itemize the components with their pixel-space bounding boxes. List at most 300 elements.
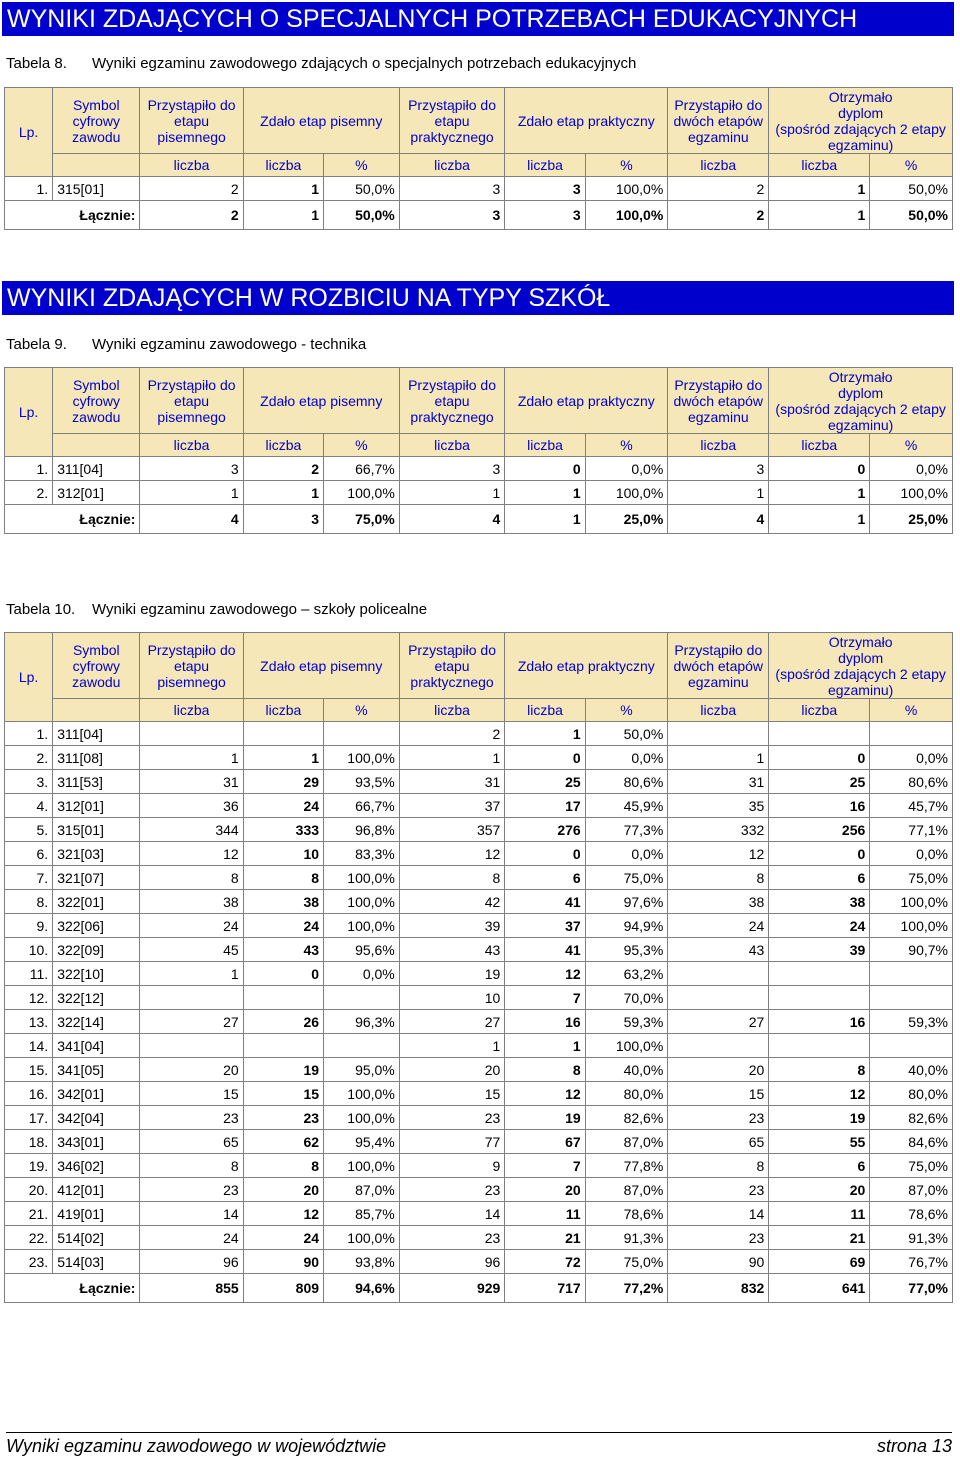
table-cell: 514[02] [53,1226,140,1250]
table-cell: 3 [668,457,769,481]
header-przystapilo-praktyczny: Przystąpiło do etapu praktycznego [399,368,505,434]
table-cell: 11. [5,962,53,986]
subheader-liczba: liczba [505,434,585,457]
table-cell: 321[07] [53,866,140,890]
table-cell: 19. [5,1154,53,1178]
table-cell: 333 [243,818,323,842]
subheader-liczba: liczba [769,699,870,722]
table-cell: 412[01] [53,1178,140,1202]
header-dyplom-note: (spośród zdających 2 etapy egzaminu) [775,400,946,433]
table-title: Wyniki egzaminu zawodowego - technika [92,336,367,353]
header-przystapilo-dwa-etapy: Przystąpiło do dwóch etapów egzaminu [668,368,769,434]
table-cell: 8 [505,1058,585,1082]
table-cell: 78,6% [585,1202,668,1226]
table-cell: 12. [5,986,53,1010]
table-cell: 25 [505,770,585,794]
table-cell: 321[03] [53,842,140,866]
total-cell: 1 [769,201,870,230]
total-label: Łącznie: [5,1274,140,1303]
table-cell: 1 [505,481,585,505]
subheader-percent: % [585,434,668,457]
table-cell: 7. [5,866,53,890]
table-cell: 514[03] [53,1250,140,1274]
table-cell: 66,7% [324,794,400,818]
table-cell: 10 [243,842,323,866]
table-row [5,866,953,890]
table-cell: 0,0% [870,842,953,866]
table-cell: 1 [243,481,323,505]
table-cell: 311[08] [53,746,140,770]
header-przystapilo-praktyczny: Przystąpiło do etapu praktycznego [399,633,505,699]
header-lp: Lp. [5,368,53,457]
table-cell: 256 [769,818,870,842]
subheader-percent: % [324,699,400,722]
table-cell: 45,9% [585,794,668,818]
table-cell: 31 [399,770,505,794]
table-number: Tabela 10. [6,601,76,618]
header-zdalo-pisemny: Zdało etap pisemny [243,368,399,434]
table-row [5,1226,953,1250]
total-cell: 4 [668,505,769,534]
subheader-liczba: liczba [505,154,585,177]
table-cell: 1 [668,481,769,505]
table-cell: 38 [668,890,769,914]
table-cell: 23 [140,1106,243,1130]
total-label: Łącznie: [5,505,140,534]
table-cell: 311[53] [53,770,140,794]
table-cell: 31 [668,770,769,794]
table-cell: 23 [399,1106,505,1130]
table-cell: 75,0% [585,866,668,890]
table-cell: 17. [5,1106,53,1130]
table-row [5,938,953,962]
table-cell: 83,3% [324,842,400,866]
table-cell: 96,8% [324,818,400,842]
total-cell: 1 [243,201,323,230]
table-cell [243,722,323,746]
table-cell: 10. [5,938,53,962]
header-otrzymalo-dyplom [769,88,953,154]
table-cell: 312[01] [53,794,140,818]
table-cell: 41 [505,890,585,914]
table-cell [324,986,400,1010]
table-cell: 3 [505,177,585,201]
subheader-empty [53,154,140,177]
header-lp: Lp. [5,88,53,177]
table-cell: 65 [140,1130,243,1154]
table-cell: 100,0% [870,890,953,914]
table-cell: 0 [505,746,585,770]
table-cell: 67 [505,1130,585,1154]
table-cell: 9. [5,914,53,938]
table-cell: 6 [769,866,870,890]
table-cell: 341[04] [53,1034,140,1058]
subheader-liczba: liczba [505,699,585,722]
table-cell: 19 [399,962,505,986]
total-cell: 832 [668,1274,769,1303]
table-cell: 59,3% [585,1010,668,1034]
table-cell: 14 [668,1202,769,1226]
total-cell: 3 [505,201,585,230]
total-cell: 94,6% [324,1274,400,1303]
header-przystapilo-pisemny: Przystąpiło do etapu pisemnego [140,633,243,699]
table-cell: 12 [243,1202,323,1226]
table-cell: 50,0% [870,177,953,201]
header-przystapilo-pisemny: Przystąpiło do etapu pisemnego [140,88,243,154]
table-cell: 322[12] [53,986,140,1010]
subheader-percent: % [324,154,400,177]
table-cell: 18. [5,1130,53,1154]
table-cell: 11 [505,1202,585,1226]
table-caption [6,601,427,618]
table-cell: 12 [140,842,243,866]
total-cell: 3 [243,505,323,534]
results-table-technika [4,367,953,534]
table-cell: 24 [769,914,870,938]
table-row [5,746,953,770]
table-cell: 90 [243,1250,323,1274]
header-przystapilo-praktyczny: Przystąpiło do etapu praktycznego [399,88,505,154]
table-cell: 0 [505,457,585,481]
table-cell: 37 [505,914,585,938]
table-cell: 0,0% [870,746,953,770]
table-cell [140,986,243,1010]
table-cell [769,722,870,746]
subheader-liczba: liczba [399,699,505,722]
table-cell: 15 [140,1082,243,1106]
total-cell: 4 [140,505,243,534]
header-symbol: Symbol cyfrowy zawodu [53,633,140,699]
table-cell [140,722,243,746]
table-cell: 25 [769,770,870,794]
table-cell: 1 [140,481,243,505]
table-cell: 6. [5,842,53,866]
table-cell: 84,6% [870,1130,953,1154]
table-cell: 50,0% [324,177,400,201]
table-cell: 311[04] [53,457,140,481]
table-cell: 322[14] [53,1010,140,1034]
table-cell: 8. [5,890,53,914]
table-cell: 69 [769,1250,870,1274]
table-cell: 26 [243,1010,323,1034]
subheader-percent: % [585,699,668,722]
table-cell: 332 [668,818,769,842]
table-cell: 8 [769,1058,870,1082]
table-cell: 2. [5,481,53,505]
table-cell: 96,3% [324,1010,400,1034]
table-cell: 50,0% [585,722,668,746]
table-caption [6,336,366,353]
table-cell: 21 [769,1226,870,1250]
subheader-empty [53,699,140,722]
table-cell: 14. [5,1034,53,1058]
table-cell: 8 [243,1154,323,1178]
table-cell [668,1034,769,1058]
table-cell: 8 [399,866,505,890]
table-cell: 17 [505,794,585,818]
table-cell: 91,3% [870,1226,953,1250]
subheader-empty [53,434,140,457]
table-cell: 6 [505,866,585,890]
subheader-liczba: liczba [668,434,769,457]
header-symbol: Symbol cyfrowy zawodu [53,368,140,434]
table-cell: 80,0% [870,1082,953,1106]
header-dyplom-line: Otrzymało dyplom [828,88,893,121]
total-cell: 855 [140,1274,243,1303]
table-cell: 91,3% [585,1226,668,1250]
header-zdalo-pisemny: Zdało etap pisemny [243,88,399,154]
table-cell: 1. [5,722,53,746]
table-row [5,1154,953,1178]
table-cell: 100,0% [324,1106,400,1130]
total-cell: 4 [399,505,505,534]
header-dyplom-note: (spośród zdających 2 etapy egzaminu) [775,665,946,698]
table-cell: 2 [140,177,243,201]
table-cell: 62 [243,1130,323,1154]
table-cell: 1 [505,1034,585,1058]
header-symbol: Symbol cyfrowy zawodu [53,88,140,154]
header-przystapilo-dwa-etapy: Przystąpiło do dwóch etapów egzaminu [668,88,769,154]
table-cell: 95,4% [324,1130,400,1154]
table-cell: 100,0% [870,481,953,505]
subheader-liczba: liczba [399,154,505,177]
table-cell [243,986,323,1010]
table-cell: 24 [243,914,323,938]
table-cell: 15. [5,1058,53,1082]
table-cell: 43 [399,938,505,962]
table-cell: 37 [399,794,505,818]
table-cell: 12 [769,1082,870,1106]
table-cell: 36 [140,794,243,818]
table-cell: 20 [243,1178,323,1202]
table-cell: 100,0% [324,1154,400,1178]
table-cell [870,1034,953,1058]
table-cell: 322[10] [53,962,140,986]
table-cell: 29 [243,770,323,794]
table-cell: 346[02] [53,1154,140,1178]
table-cell: 0 [769,746,870,770]
table-cell [668,722,769,746]
table-cell: 23 [668,1226,769,1250]
table-cell: 22. [5,1226,53,1250]
table-cell: 2 [243,457,323,481]
table-cell: 12 [505,962,585,986]
table-cell: 23 [243,1106,323,1130]
table-cell: 322[06] [53,914,140,938]
total-cell: 75,0% [324,505,400,534]
total-cell: 1 [505,505,585,534]
table-cell: 15 [399,1082,505,1106]
table-cell: 39 [399,914,505,938]
table-cell: 72 [505,1250,585,1274]
table-cell: 16 [505,1010,585,1034]
table-cell: 23 [668,1178,769,1202]
table-row [5,1106,953,1130]
total-cell: 25,0% [585,505,668,534]
table-cell: 14 [399,1202,505,1226]
page-number: strona 13 [876,1436,952,1456]
total-cell: 2 [668,201,769,230]
total-label: Łącznie: [5,201,140,230]
subheader-liczba: liczba [243,154,323,177]
table-cell: 2 [399,722,505,746]
table-row [5,1010,953,1034]
table-cell: 8 [668,1154,769,1178]
page-footer [6,1432,952,1457]
table-row [5,914,953,938]
table-cell: 75,0% [870,866,953,890]
table-cell: 55 [769,1130,870,1154]
table-cell [870,722,953,746]
results-table-policealne [4,632,953,1303]
subheader-percent: % [870,699,953,722]
table-cell: 27 [140,1010,243,1034]
table-cell: 24 [668,914,769,938]
subheader-percent: % [585,154,668,177]
table-cell: 1. [5,457,53,481]
table-cell: 13. [5,1010,53,1034]
table-cell: 315[01] [53,818,140,842]
table-cell: 31 [140,770,243,794]
total-row [5,201,953,230]
table-row [5,890,953,914]
table-cell: 276 [505,818,585,842]
total-cell: 2 [140,201,243,230]
table-cell: 59,3% [870,1010,953,1034]
table-cell: 0,0% [585,842,668,866]
table-cell: 1 [140,962,243,986]
table-cell: 19 [243,1058,323,1082]
table-cell: 1 [140,746,243,770]
table-cell: 39 [769,938,870,962]
header-dyplom-note: (spośród zdających 2 etapy egzaminu) [775,120,946,153]
table-cell: 1 [668,746,769,770]
table-cell: 76,7% [870,1250,953,1274]
table-row [5,177,953,201]
table-cell: 63,2% [585,962,668,986]
table-cell: 11 [769,1202,870,1226]
table-cell: 43 [668,938,769,962]
table-cell: 93,5% [324,770,400,794]
table-cell: 96 [140,1250,243,1274]
table-cell: 8 [140,866,243,890]
table-cell: 0,0% [585,457,668,481]
table-cell: 2. [5,746,53,770]
table-cell: 80,6% [870,770,953,794]
table-cell: 0 [505,842,585,866]
table-row [5,794,953,818]
table-cell [140,1034,243,1058]
header-dyplom-line: Otrzymało dyplom [828,368,893,401]
table-cell: 45 [140,938,243,962]
total-cell: 929 [399,1274,505,1303]
header-zdalo-praktyczny: Zdało etap praktyczny [505,368,668,434]
table-cell: 20 [140,1058,243,1082]
table-cell: 77 [399,1130,505,1154]
table-cell: 100,0% [324,1226,400,1250]
table-cell: 93,8% [324,1250,400,1274]
table-cell: 87,0% [870,1178,953,1202]
table-cell: 70,0% [585,986,668,1010]
table-cell: 41 [505,938,585,962]
table-cell: 15 [668,1082,769,1106]
table-row [5,986,953,1010]
table-cell: 95,6% [324,938,400,962]
section-banner-sen: WYNIKI ZDAJĄCYCH O SPECJALNYCH POTRZEBACH EDUKACYJNYCH [2,2,954,36]
subheader-liczba: liczba [769,434,870,457]
table-cell: 15 [243,1082,323,1106]
table-cell: 16 [769,794,870,818]
table-cell: 35 [668,794,769,818]
subheader-liczba: liczba [140,434,243,457]
table-cell: 14 [140,1202,243,1226]
table-cell: 1 [399,746,505,770]
table-cell: 40,0% [585,1058,668,1082]
total-cell: 809 [243,1274,323,1303]
table-row [5,818,953,842]
table-cell: 38 [140,890,243,914]
table-cell: 38 [769,890,870,914]
table-cell: 38 [243,890,323,914]
table-cell: 43 [243,938,323,962]
table-cell: 23 [140,1178,243,1202]
table-cell: 75,0% [870,1154,953,1178]
subheader-liczba: liczba [769,154,870,177]
table-cell: 100,0% [324,866,400,890]
table-cell: 0,0% [870,457,953,481]
table-row [5,1202,953,1226]
table-cell: 21. [5,1202,53,1226]
table-title: Wyniki egzaminu zawodowego zdających o specjalnych potrzebach edukacyjnych [92,55,637,72]
table-row [5,962,953,986]
table-cell: 66,7% [324,457,400,481]
table-cell [870,962,953,986]
table-cell: 23 [399,1178,505,1202]
table-cell: 100,0% [324,914,400,938]
table-cell: 80,6% [585,770,668,794]
table-cell [769,962,870,986]
table-cell: 24 [243,1226,323,1250]
table-cell: 27 [668,1010,769,1034]
table-cell: 7 [505,986,585,1010]
table-cell: 1 [769,177,870,201]
table-cell: 19 [769,1106,870,1130]
table-cell: 23 [668,1106,769,1130]
table-cell: 23 [399,1226,505,1250]
table-cell: 87,0% [585,1178,668,1202]
table-cell [870,986,953,1010]
table-cell: 9 [399,1154,505,1178]
table-cell: 85,7% [324,1202,400,1226]
table-cell: 100,0% [585,177,668,201]
table-cell [324,722,400,746]
table-cell: 1. [5,177,53,201]
table-cell: 357 [399,818,505,842]
table-cell: 94,9% [585,914,668,938]
table-cell: 7 [505,1154,585,1178]
table-cell: 90,7% [870,938,953,962]
table-row [5,457,953,481]
table-cell: 322[01] [53,890,140,914]
header-otrzymalo-dyplom [769,368,953,434]
table-cell: 45,7% [870,794,953,818]
table-cell: 16 [769,1010,870,1034]
table-cell: 8 [140,1154,243,1178]
subheader-percent: % [870,434,953,457]
table-cell: 0 [243,962,323,986]
table-cell: 82,6% [585,1106,668,1130]
table-cell: 95,0% [324,1058,400,1082]
